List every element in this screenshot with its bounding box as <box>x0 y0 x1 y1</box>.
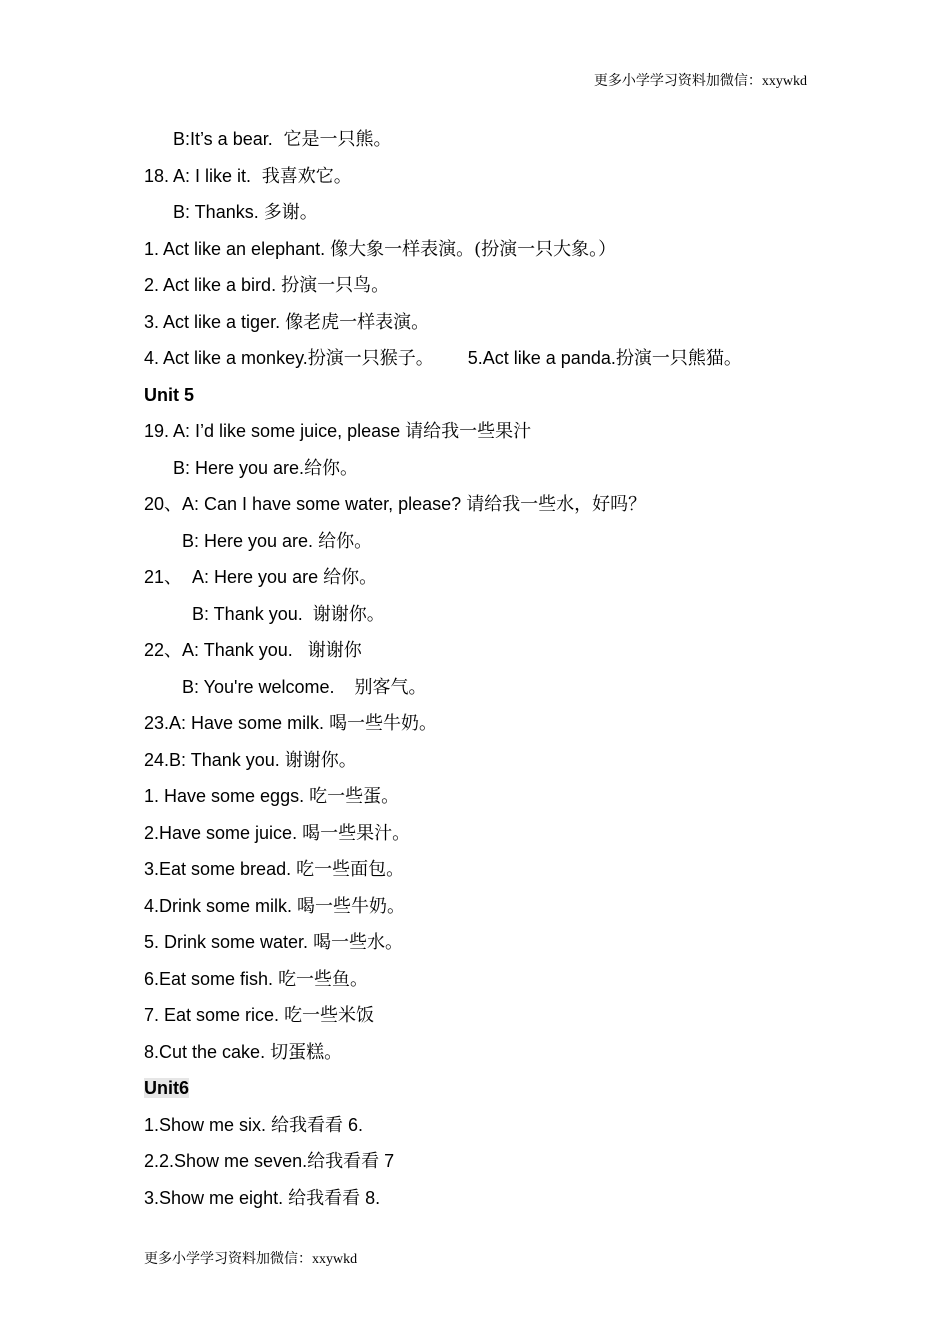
page-header: 更多小学学习资料加微信：xxywkd <box>593 74 807 89</box>
dialogue-line: B: Thanks. 多谢。 <box>173 202 318 223</box>
dialogue-line: B:It’s a bear. 它是一只熊。 <box>173 129 392 150</box>
document-body <box>144 121 824 1216</box>
dialogue-line: 21、 A: Here you are 给你。 <box>144 567 378 588</box>
dialogue-line: 19. A: I’d like some juice, please 请给我一些果汁 <box>144 421 532 442</box>
command-line: 5. Drink some water. 喝一些水。 <box>144 932 404 953</box>
unit-heading: Unit6 <box>144 1078 189 1098</box>
command-line: 2.2.Show me seven.给我看看 7 <box>144 1151 395 1172</box>
dialogue-line: 23.A: Have some milk. 喝一些牛奶。 <box>144 713 438 734</box>
dialogue-line: 20、A: Can I have some water, please? 请给我一些水，好吗？ <box>144 494 647 515</box>
page-footer: 更多小学学习资料加微信：xxywkd <box>144 1252 358 1267</box>
command-line: 4.Drink some milk. 喝一些牛奶。 <box>144 895 406 917</box>
dialogue-line: 24.B: Thank you. 谢谢你。 <box>144 749 357 771</box>
command-line: 2. Act like a bird. 扮演一只鸟。 <box>144 275 390 296</box>
dialogue-line: 22、A: Thank you. 谢谢你 <box>144 640 362 661</box>
command-line: 1.Show me six. 给我看看 6. <box>144 1114 364 1136</box>
command-line: 4. Act like a monkey.扮演一只猴子。 5.Act like a panda.扮演一只熊猫。 <box>144 348 742 369</box>
command-line: 2.Have some juice. 喝一些果汁。 <box>144 822 411 844</box>
dialogue-line: B: Thank you. 谢谢你。 <box>192 603 385 625</box>
unit-heading: Unit 5 <box>144 384 195 405</box>
dialogue-line: B: You're welcome. 别客气。 <box>182 676 427 698</box>
command-line: 3.Eat some bread. 吃一些面包。 <box>144 859 405 880</box>
dialogue-line: 18. A: I like it. 我喜欢它。 <box>144 165 352 187</box>
dialogue-line: B: Here you are. 给你。 <box>182 530 373 552</box>
command-line: 1. Have some eggs. 吃一些蛋。 <box>144 786 400 807</box>
command-line: 3.Show me eight. 给我看看 8. <box>144 1187 381 1209</box>
command-line: 3. Act like a tiger. 像老虎一样表演。 <box>144 311 430 333</box>
command-line: 1. Act like an elephant. 像大象一样表演。(扮演一只大象。） <box>144 238 617 260</box>
dialogue-line: B: Here you are.给你。 <box>173 457 359 479</box>
command-line: 7. Eat some rice. 吃一些米饭 <box>144 1005 375 1026</box>
command-line: 6.Eat some fish. 吃一些鱼。 <box>144 968 369 990</box>
command-line: 8.Cut the cake. 切蛋糕。 <box>144 1041 343 1063</box>
